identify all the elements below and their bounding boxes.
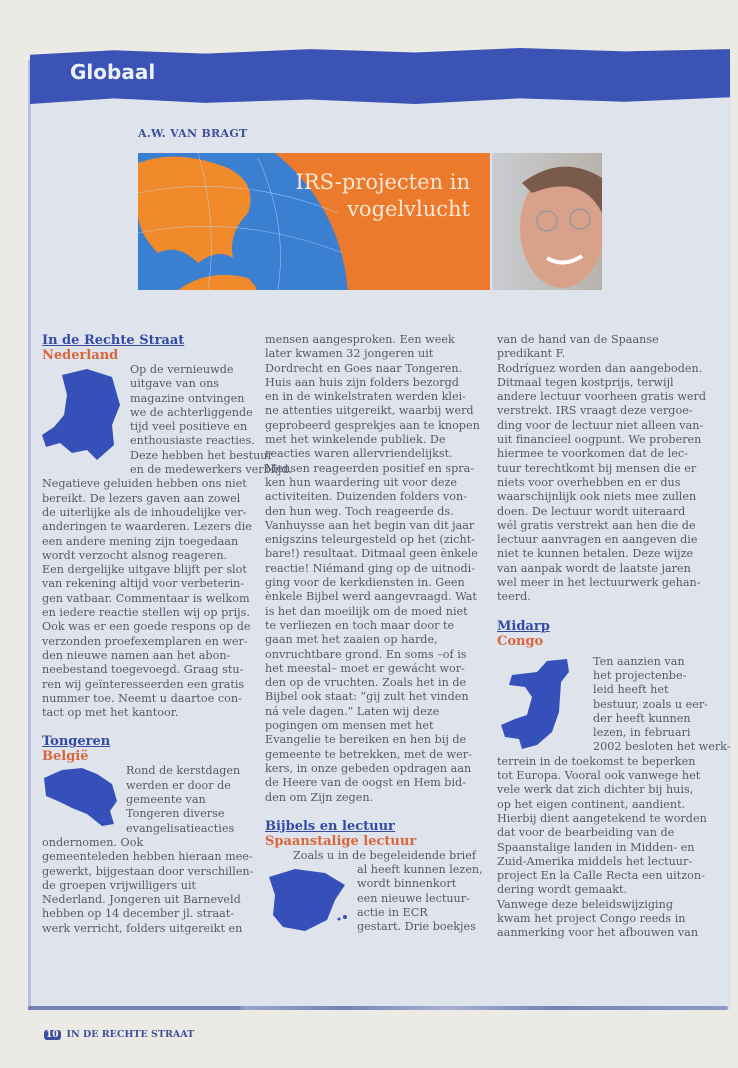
text-line: Ten aanzien van bbox=[593, 654, 685, 668]
text-line: en in de winkelstraten werden klei- bbox=[265, 390, 466, 404]
text-line: activiteiten. Duizenden folders von- bbox=[265, 490, 467, 504]
article-heading: In de Rechte Straat bbox=[42, 333, 185, 348]
text-line: wel meer in het lectuurwerk gehan- bbox=[497, 576, 701, 590]
page-footer bbox=[44, 1029, 194, 1040]
text-line: Bijbel ook staat: “gij zult het vinden bbox=[265, 690, 469, 704]
text-line: hebben op 14 december jl. straat- bbox=[42, 907, 235, 921]
text-line: een andere mening zijn toegedaan bbox=[42, 534, 239, 548]
text-line: Huis aan huis zijn folders bezorgd bbox=[265, 375, 459, 389]
text-line: gen vatbaar. Commentaar is welkom bbox=[42, 591, 250, 605]
text-line: kwam het project Congo reeds in bbox=[497, 911, 686, 925]
text-line: gemeente te betrekken, met de wer- bbox=[265, 747, 472, 761]
spain-map-icon bbox=[265, 865, 351, 935]
text-line: ging voor de kerkdiensten in. Geen bbox=[265, 576, 465, 590]
text-line: reactie! Niémand ging op de uitnodi- bbox=[265, 561, 476, 575]
hero-image bbox=[138, 153, 490, 290]
publication-name: IN DE RECHTE STRAAT bbox=[66, 1029, 195, 1040]
author-photo bbox=[492, 153, 602, 290]
text-line: enthousiaste reacties. bbox=[130, 434, 255, 448]
column-1 bbox=[42, 333, 293, 936]
text-line: Rond de kerstdagen bbox=[126, 764, 241, 778]
text-line: Hierbij dient aangetekend te worden bbox=[497, 811, 707, 825]
text-line: Rodríguez worden dan aangeboden. bbox=[497, 361, 703, 375]
text-line: van de hand van de Spaanse bbox=[497, 333, 659, 346]
text-line: uit financieel oogpunt. We proberen bbox=[497, 433, 702, 447]
article-title bbox=[296, 169, 471, 223]
text-line: Evangelie te bereiken en hen bij de bbox=[265, 733, 467, 747]
text-line: magazine ontvingen bbox=[130, 391, 245, 405]
text-line: werden er door de bbox=[126, 778, 231, 792]
text-line: de groepen vrijwilligers uit bbox=[42, 878, 197, 892]
text-line: evangelisatieacties bbox=[126, 821, 235, 835]
text-line: Tongeren diverse bbox=[126, 807, 225, 821]
text-line: anderingen te waarderen. Lezers die bbox=[42, 520, 252, 534]
text-line: de uiterlijke als de inhoudelijke ver- bbox=[42, 505, 247, 519]
text-line: ondernomen. Ook bbox=[42, 835, 144, 849]
text-line: onvruchtbare grond. En soms –of is bbox=[265, 647, 467, 661]
netherlands-map-icon bbox=[42, 365, 124, 465]
article-heading: Bijbels en lectuur bbox=[265, 818, 395, 834]
article-subheading: Nederland bbox=[42, 348, 119, 363]
text-line: ken hun waardering uit voor deze bbox=[265, 475, 458, 489]
section-title: Globaal bbox=[70, 60, 156, 84]
text-line: tuur terechtkomt bij mensen die er bbox=[497, 461, 697, 475]
text-line: Op de vernieuwde bbox=[130, 363, 234, 376]
text-line: Vanhuysse aan het begin van dit jaar bbox=[265, 518, 475, 532]
text-line: Ook was er een goede respons op de bbox=[42, 620, 251, 634]
text-line: is het dan moeilijk om de moed niet bbox=[265, 604, 468, 618]
text-line: uitgave van ons bbox=[130, 377, 220, 391]
text-line: terrein in de toekomst te beperken bbox=[497, 754, 696, 768]
text-line: Deze hebben het bestuur bbox=[130, 448, 273, 462]
text-line: Zoals u in de begeleidende brief bbox=[293, 848, 477, 862]
article-subheading: België bbox=[42, 749, 89, 765]
text-line: actie in ECR bbox=[357, 905, 428, 919]
text-line: 2002 besloten het werk- bbox=[593, 740, 731, 754]
text-line: later kwamen 32 jongeren uit bbox=[265, 347, 434, 361]
torn-edge-divider bbox=[28, 1006, 728, 1010]
text-line: wordt verzocht alsnog reageren. bbox=[42, 548, 228, 562]
text-line: gestart. Drie boekjes bbox=[357, 920, 476, 934]
title-line: vogelvlucht bbox=[347, 197, 470, 221]
article-body-continued bbox=[497, 333, 722, 605]
text-line: ding voor de lectuur niet alleen van- bbox=[497, 418, 704, 432]
text-line: pogingen om mensen met het bbox=[265, 719, 434, 733]
text-line: niet te kunnen betalen. Deze wijze bbox=[497, 547, 694, 561]
text-line: dat voor de bearbeiding van de bbox=[497, 826, 675, 840]
text-line: waarschijnlijk ook niets mee zullen bbox=[497, 490, 697, 504]
text-line: het meestal– moet er gewácht wor- bbox=[265, 661, 465, 675]
text-line: predikant F. bbox=[497, 347, 566, 361]
text-line: Negatieve geluiden hebben ons niet bbox=[42, 477, 247, 491]
portrait-icon bbox=[492, 153, 602, 290]
congo-map-icon bbox=[497, 657, 587, 752]
text-line: wordt binnenkort bbox=[357, 877, 457, 891]
page-number: 10 bbox=[46, 1030, 59, 1040]
text-line: Mensen reageerden positief en spra- bbox=[265, 461, 475, 475]
text-line: leid heeft het bbox=[593, 683, 669, 697]
text-line: neebestand toegevoegd. Graag stu- bbox=[42, 663, 244, 677]
text-line: lezen, in februari bbox=[593, 726, 691, 740]
text-line: project En la Calle Recta een uitzon- bbox=[497, 869, 705, 883]
text-line: we de achterliggende bbox=[130, 405, 253, 419]
text-line: andere lectuur voorheen gratis werd bbox=[497, 390, 707, 404]
title-line: IRS-projecten in bbox=[295, 170, 470, 194]
text-line: gemeenteleden hebben hieraan mee- bbox=[42, 850, 253, 864]
text-line: Spaanstalige landen in Midden- en bbox=[497, 840, 695, 854]
text-line: kers, in onze gebeden opdragen aan bbox=[265, 761, 472, 775]
text-line: nummer toe. Neemt u daartoe con- bbox=[42, 691, 242, 705]
article-heading: Midarp bbox=[497, 618, 550, 634]
text-line: Een dergelijke uitgave blijft per slot bbox=[42, 563, 247, 577]
text-line: der heeft kunnen bbox=[593, 711, 691, 725]
text-line: doen. De lectuur wordt uiteraard bbox=[497, 504, 686, 518]
text-line: teerd. bbox=[497, 590, 531, 604]
text-line: Dordrecht en Goes naar Tongeren. bbox=[265, 361, 463, 375]
text-line: Nederland. Jongeren uit Barneveld bbox=[42, 893, 241, 907]
article-subheading: Spaanstalige lectuur bbox=[265, 833, 417, 849]
text-line: bereikt. De lezers gaven aan zowel bbox=[42, 491, 241, 505]
text-line: Vanwege deze beleidswijziging bbox=[497, 897, 673, 911]
text-line: geprobeerd gesprekjes aan te knopen bbox=[265, 418, 480, 432]
text-line: vele werk dat zich dichter bij huis, bbox=[497, 783, 694, 797]
text-line: de Heere van de oogst en Hem bid- bbox=[265, 776, 466, 790]
text-line: mensen aangesproken. Een week bbox=[265, 333, 455, 346]
text-line: lectuur aanvragen en aangeven die bbox=[497, 533, 698, 547]
article-subheading: Congo bbox=[497, 633, 544, 649]
text-line: ne attenties uitgereikt, waarbij werd bbox=[265, 404, 474, 418]
text-line: gaan met het zaaien op harde, bbox=[265, 633, 438, 647]
text-line: gewerkt, bijgestaan door verschillen- bbox=[42, 864, 254, 878]
text-line: ná vele dagen.” Laten wij deze bbox=[265, 704, 440, 718]
text-line: tact op met het kantoor. bbox=[42, 706, 179, 720]
author-byline: A.W. VAN BRAGT bbox=[138, 127, 248, 140]
text-line: bestuur, zoals u eer- bbox=[593, 697, 708, 711]
text-line: tot Europa. Vooral ook vanwege het bbox=[497, 769, 701, 783]
text-line: met het winkelende publiek. De bbox=[265, 433, 446, 447]
text-line: verzonden proefexemplaren en wer- bbox=[42, 634, 248, 648]
text-line: van rekening altijd voor verbeterin- bbox=[42, 577, 245, 591]
text-line: aanmerking voor het afbouwen van bbox=[497, 926, 699, 940]
text-line: den hun weg. Toch reageerde ds. bbox=[265, 504, 454, 518]
text-line: wél gratis verstrekt aan hen die de bbox=[497, 518, 696, 532]
text-line: enigszins teleurgesteld op het (zicht- bbox=[265, 533, 476, 547]
text-line: een nieuwe lectuur- bbox=[357, 891, 470, 905]
article-body bbox=[265, 849, 490, 935]
text-line: niets voor overhebben en er dus bbox=[497, 475, 681, 489]
text-line: dering wordt gemaakt. bbox=[497, 883, 628, 897]
column-2 bbox=[265, 333, 490, 937]
text-line: bare!) resultaat. Ditmaal geen ènkele bbox=[265, 547, 478, 561]
article-body bbox=[265, 333, 490, 805]
text-line: hiermee te voorkomen dat de lec- bbox=[497, 447, 688, 461]
text-line: te verliezen en toch maar door te bbox=[265, 618, 455, 632]
text-line: het projectenbe- bbox=[593, 668, 687, 682]
text-line: tijd veel positieve en bbox=[130, 420, 248, 434]
text-line: en iedere reactie stellen wij op prijs. bbox=[42, 606, 250, 620]
text-line: reacties waren allervriendelijkst. bbox=[265, 447, 453, 461]
text-line: al heeft kunnen lezen, bbox=[357, 863, 483, 877]
text-line: en de medewerkers verblijd. bbox=[130, 463, 293, 477]
text-line: ènkele Bijbel werd aangevraagd. Wat bbox=[265, 590, 477, 604]
text-line: den nieuwe namen aan het abon- bbox=[42, 648, 231, 662]
text-line: verstrekt. IRS vraagt deze vergoe- bbox=[497, 404, 693, 418]
text-line: den om Zijn zegen. bbox=[265, 790, 374, 804]
text-line: ren wij geïnteresseerden een gratis bbox=[42, 677, 245, 691]
text-line: gemeente van bbox=[126, 793, 206, 807]
text-line: van aanpak wordt de laatste jaren bbox=[497, 561, 691, 575]
belgium-map-icon bbox=[42, 766, 120, 828]
column-3 bbox=[497, 333, 731, 941]
text-line: Zuid-Amerika middels het lectuur- bbox=[497, 854, 693, 868]
text-line: den op de vruchten. Zoals het in de bbox=[265, 676, 467, 690]
text-line: op het eigen continent, aandient. bbox=[497, 797, 686, 811]
text-line: Ditmaal tegen kostprijs, terwijl bbox=[497, 375, 674, 389]
article-heading: Tongeren bbox=[42, 734, 111, 750]
text-line: werk verricht, folders uitgereikt en bbox=[42, 921, 243, 935]
